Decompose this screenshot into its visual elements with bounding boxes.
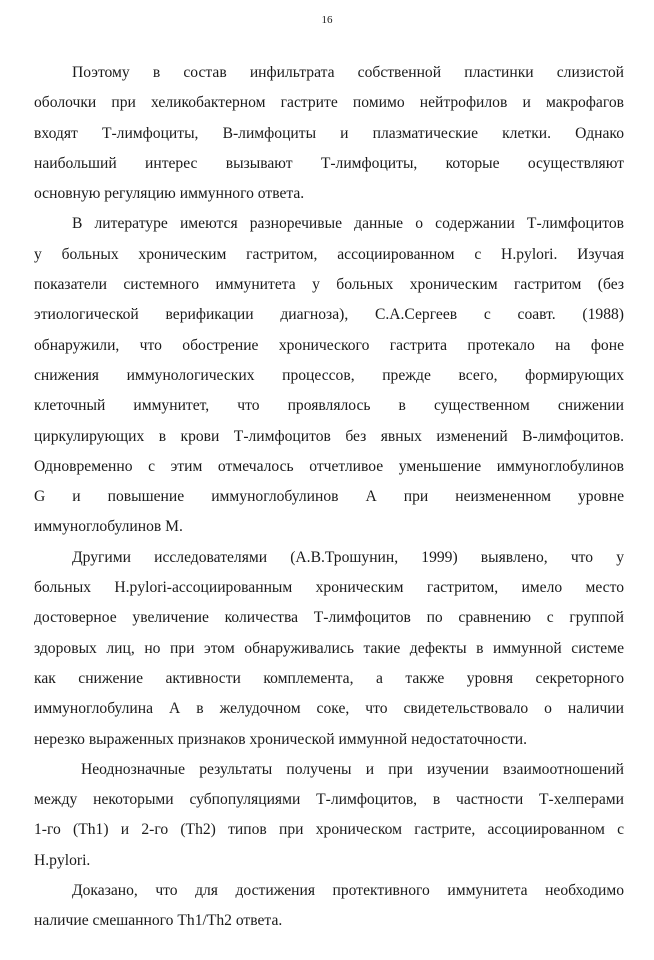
text-line: Другими исследователями (А.В.Трошунин, 1999) выявлено, что у — [72, 548, 624, 566]
text-line: оболочки при хеликобактерном гастрите помимо нейтрофилов и макрофагов — [34, 94, 624, 112]
paragraph-5 — [34, 876, 624, 937]
text-line: этиологической верификации диагноза), С.А.Сергеев с соавт. (1988) — [34, 306, 624, 324]
paragraph-4 — [34, 755, 624, 876]
text-line: снижения иммунологических процессов, прежде всего, формирующих — [34, 366, 624, 384]
text-line: показатели системного иммунитета у больных хроническим гастритом (без — [34, 276, 624, 294]
text-line: обнаружили, что обострение хронического гастрита протекало на фоне — [34, 336, 624, 354]
text-line: G и повышение иммуноглобулинов А при неизмененном уровне — [34, 488, 624, 506]
text-line: достоверное увеличение количества Т-лимфоцитов по сравнению с группой — [34, 609, 624, 627]
text-line: H.pylori. — [34, 851, 91, 869]
text-line: нерезко выраженных признаков хронической иммунной недостаточности. — [34, 730, 528, 748]
page-number: 16 — [321, 14, 333, 26]
text-line: здоровых лиц, но при этом обнаруживались такие дефекты в иммунной системе — [34, 639, 624, 657]
text-line: у больных хроническим гастритом, ассоциированном с H.pylori. Изучая — [34, 245, 624, 263]
text-line: клеточный иммунитет, что проявлялось в существенном снижении — [34, 397, 624, 415]
text-line: входят Т-лимфоциты, В-лимфоциты и плазматические клетки. Однако — [34, 124, 624, 142]
text-line: В литературе имеются разноречивые данные о содержании Т-лимфоцитов — [72, 215, 624, 233]
text-line: иммуноглобулина А в желудочном соке, что свидетельствовало о наличии — [34, 700, 624, 718]
text-line: Одновременно с этим отмечалось отчетливое уменьшение иммуноглобулинов — [34, 457, 624, 475]
text-line: основную регуляцию иммунного ответа. — [34, 185, 305, 203]
text-line: циркулирующих в крови Т-лимфоцитов без явных изменений В-лимфоцитов. — [34, 427, 624, 445]
text-line: Доказано, что для достижения протективного иммунитета необходимо — [72, 882, 624, 900]
text-line: Неоднозначные результаты получены и при изучении взаимоотношений — [81, 760, 624, 778]
text-line: наибольший интерес вызывают Т-лимфоциты, которые осуществляют — [34, 154, 624, 172]
text-line: наличие смешанного Th1/Th2 ответа. — [34, 912, 283, 930]
paragraph-3 — [34, 543, 624, 755]
paragraph-2 — [34, 209, 624, 542]
text-line: Поэтому в состав инфильтрата собственной пластинки слизистой — [72, 64, 624, 81]
text-line: как снижение активности комплемента, а также уровня секреторного — [34, 669, 624, 687]
text-line: между некоторыми субпопуляциями Т-лимфоцитов, в частности Т-хелперами — [34, 791, 624, 809]
paragraph-1 — [34, 58, 624, 209]
body-text — [34, 58, 624, 937]
text-line: иммуноглобулинов М. — [34, 518, 183, 536]
text-line: 1-го (Th1) и 2-го (Th2) типов при хроническом гастрите, ассоциированном с — [34, 821, 624, 839]
text-line: больных H.pylori-ассоциированным хроническим гастритом, имело место — [34, 579, 624, 597]
